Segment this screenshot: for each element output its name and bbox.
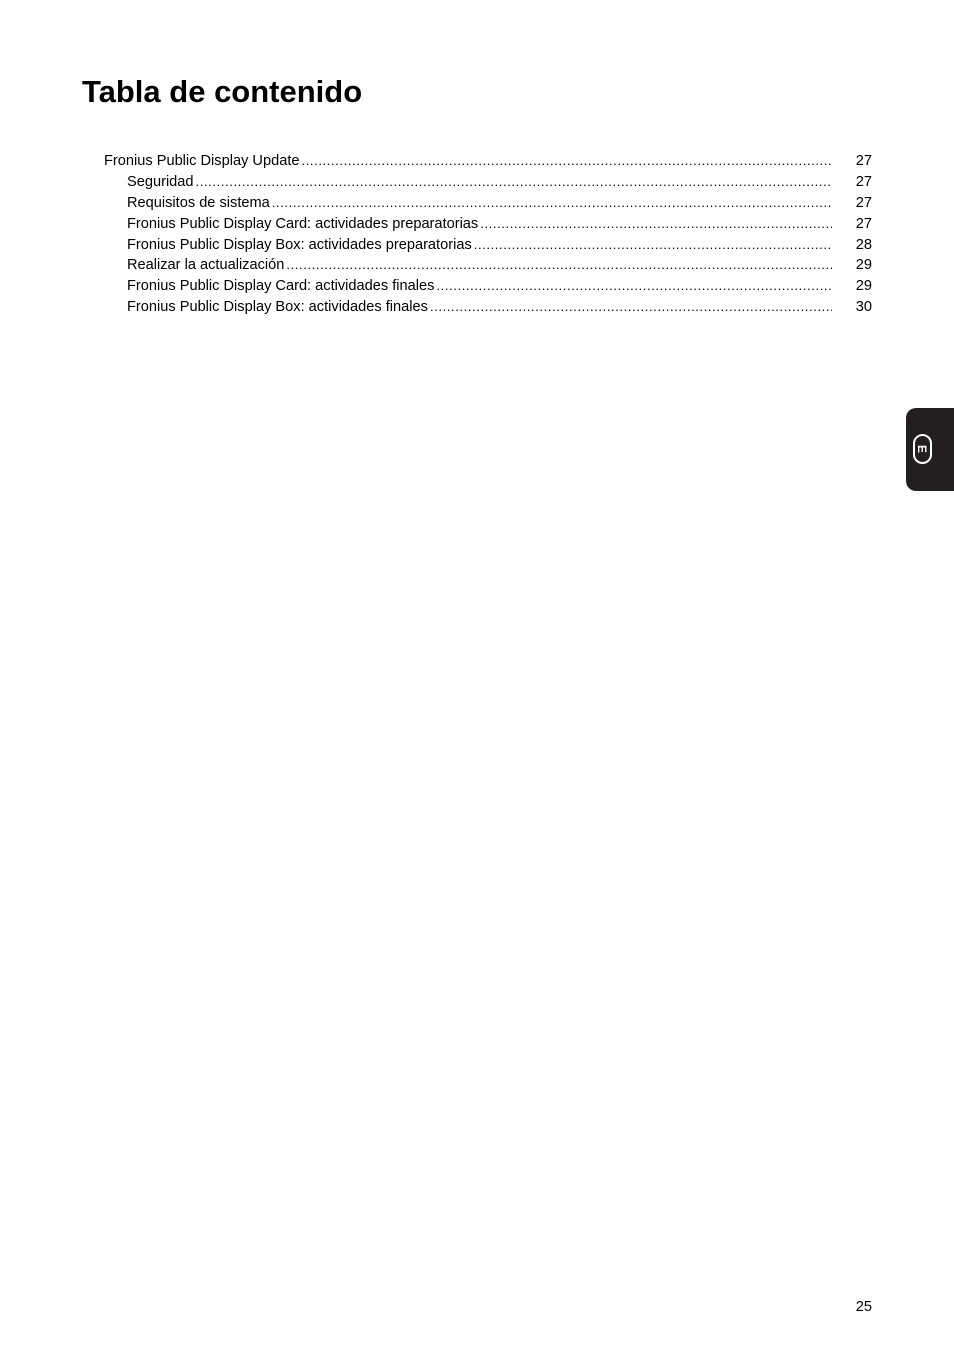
toc-leader-dots xyxy=(286,255,832,276)
toc-entry-text: Seguridad xyxy=(127,173,194,190)
toc-entry-page: 27 xyxy=(855,173,872,190)
toc-leader-dots xyxy=(272,193,832,214)
toc-entry-page: 28 xyxy=(855,236,872,253)
toc-entry-page: 29 xyxy=(855,278,872,295)
toc-leader-dots xyxy=(436,276,832,297)
toc-entry-page: 27 xyxy=(855,153,872,169)
toc-leader-dots xyxy=(301,151,832,172)
toc-entry-text: Realizar la actualización xyxy=(127,257,285,274)
toc-entry[interactable] xyxy=(127,297,872,318)
toc-leader-dots xyxy=(474,235,832,256)
toc-entry-page: 27 xyxy=(855,194,872,211)
toc-entry-text: Fronius Public Display Box: actividades finales xyxy=(127,299,428,316)
toc-entry-text: Fronius Public Display Update xyxy=(104,153,300,169)
page-number: 25 xyxy=(855,1299,872,1315)
language-side-tab xyxy=(906,408,954,491)
toc-leader-dots xyxy=(196,172,832,193)
toc-entry[interactable] xyxy=(127,214,872,235)
toc-entry[interactable] xyxy=(104,151,872,172)
toc-entry-page: 27 xyxy=(855,215,872,232)
language-badge-icon xyxy=(913,434,932,464)
toc-leader-dots xyxy=(430,297,832,318)
toc-entry[interactable] xyxy=(127,255,872,276)
toc-entry[interactable] xyxy=(127,193,872,214)
language-letter: E xyxy=(915,444,930,454)
toc-entry-text: Fronius Public Display Card: actividades preparatorias xyxy=(127,215,479,232)
toc-leader-dots xyxy=(480,214,832,235)
page-title: Tabla de contenido xyxy=(82,74,363,109)
toc-entry[interactable] xyxy=(127,172,872,193)
toc-entry-page: 29 xyxy=(855,257,872,274)
toc-entry-text: Fronius Public Display Card: actividades finales xyxy=(127,278,435,295)
toc-entry[interactable] xyxy=(127,276,872,297)
toc-entry-text: Requisitos de sistema xyxy=(127,194,270,211)
toc-entry-text: Fronius Public Display Box: actividades preparatorias xyxy=(127,236,472,253)
toc-entry-page: 30 xyxy=(855,299,872,316)
toc-entry[interactable] xyxy=(127,235,872,256)
table-of-contents xyxy=(104,151,872,318)
